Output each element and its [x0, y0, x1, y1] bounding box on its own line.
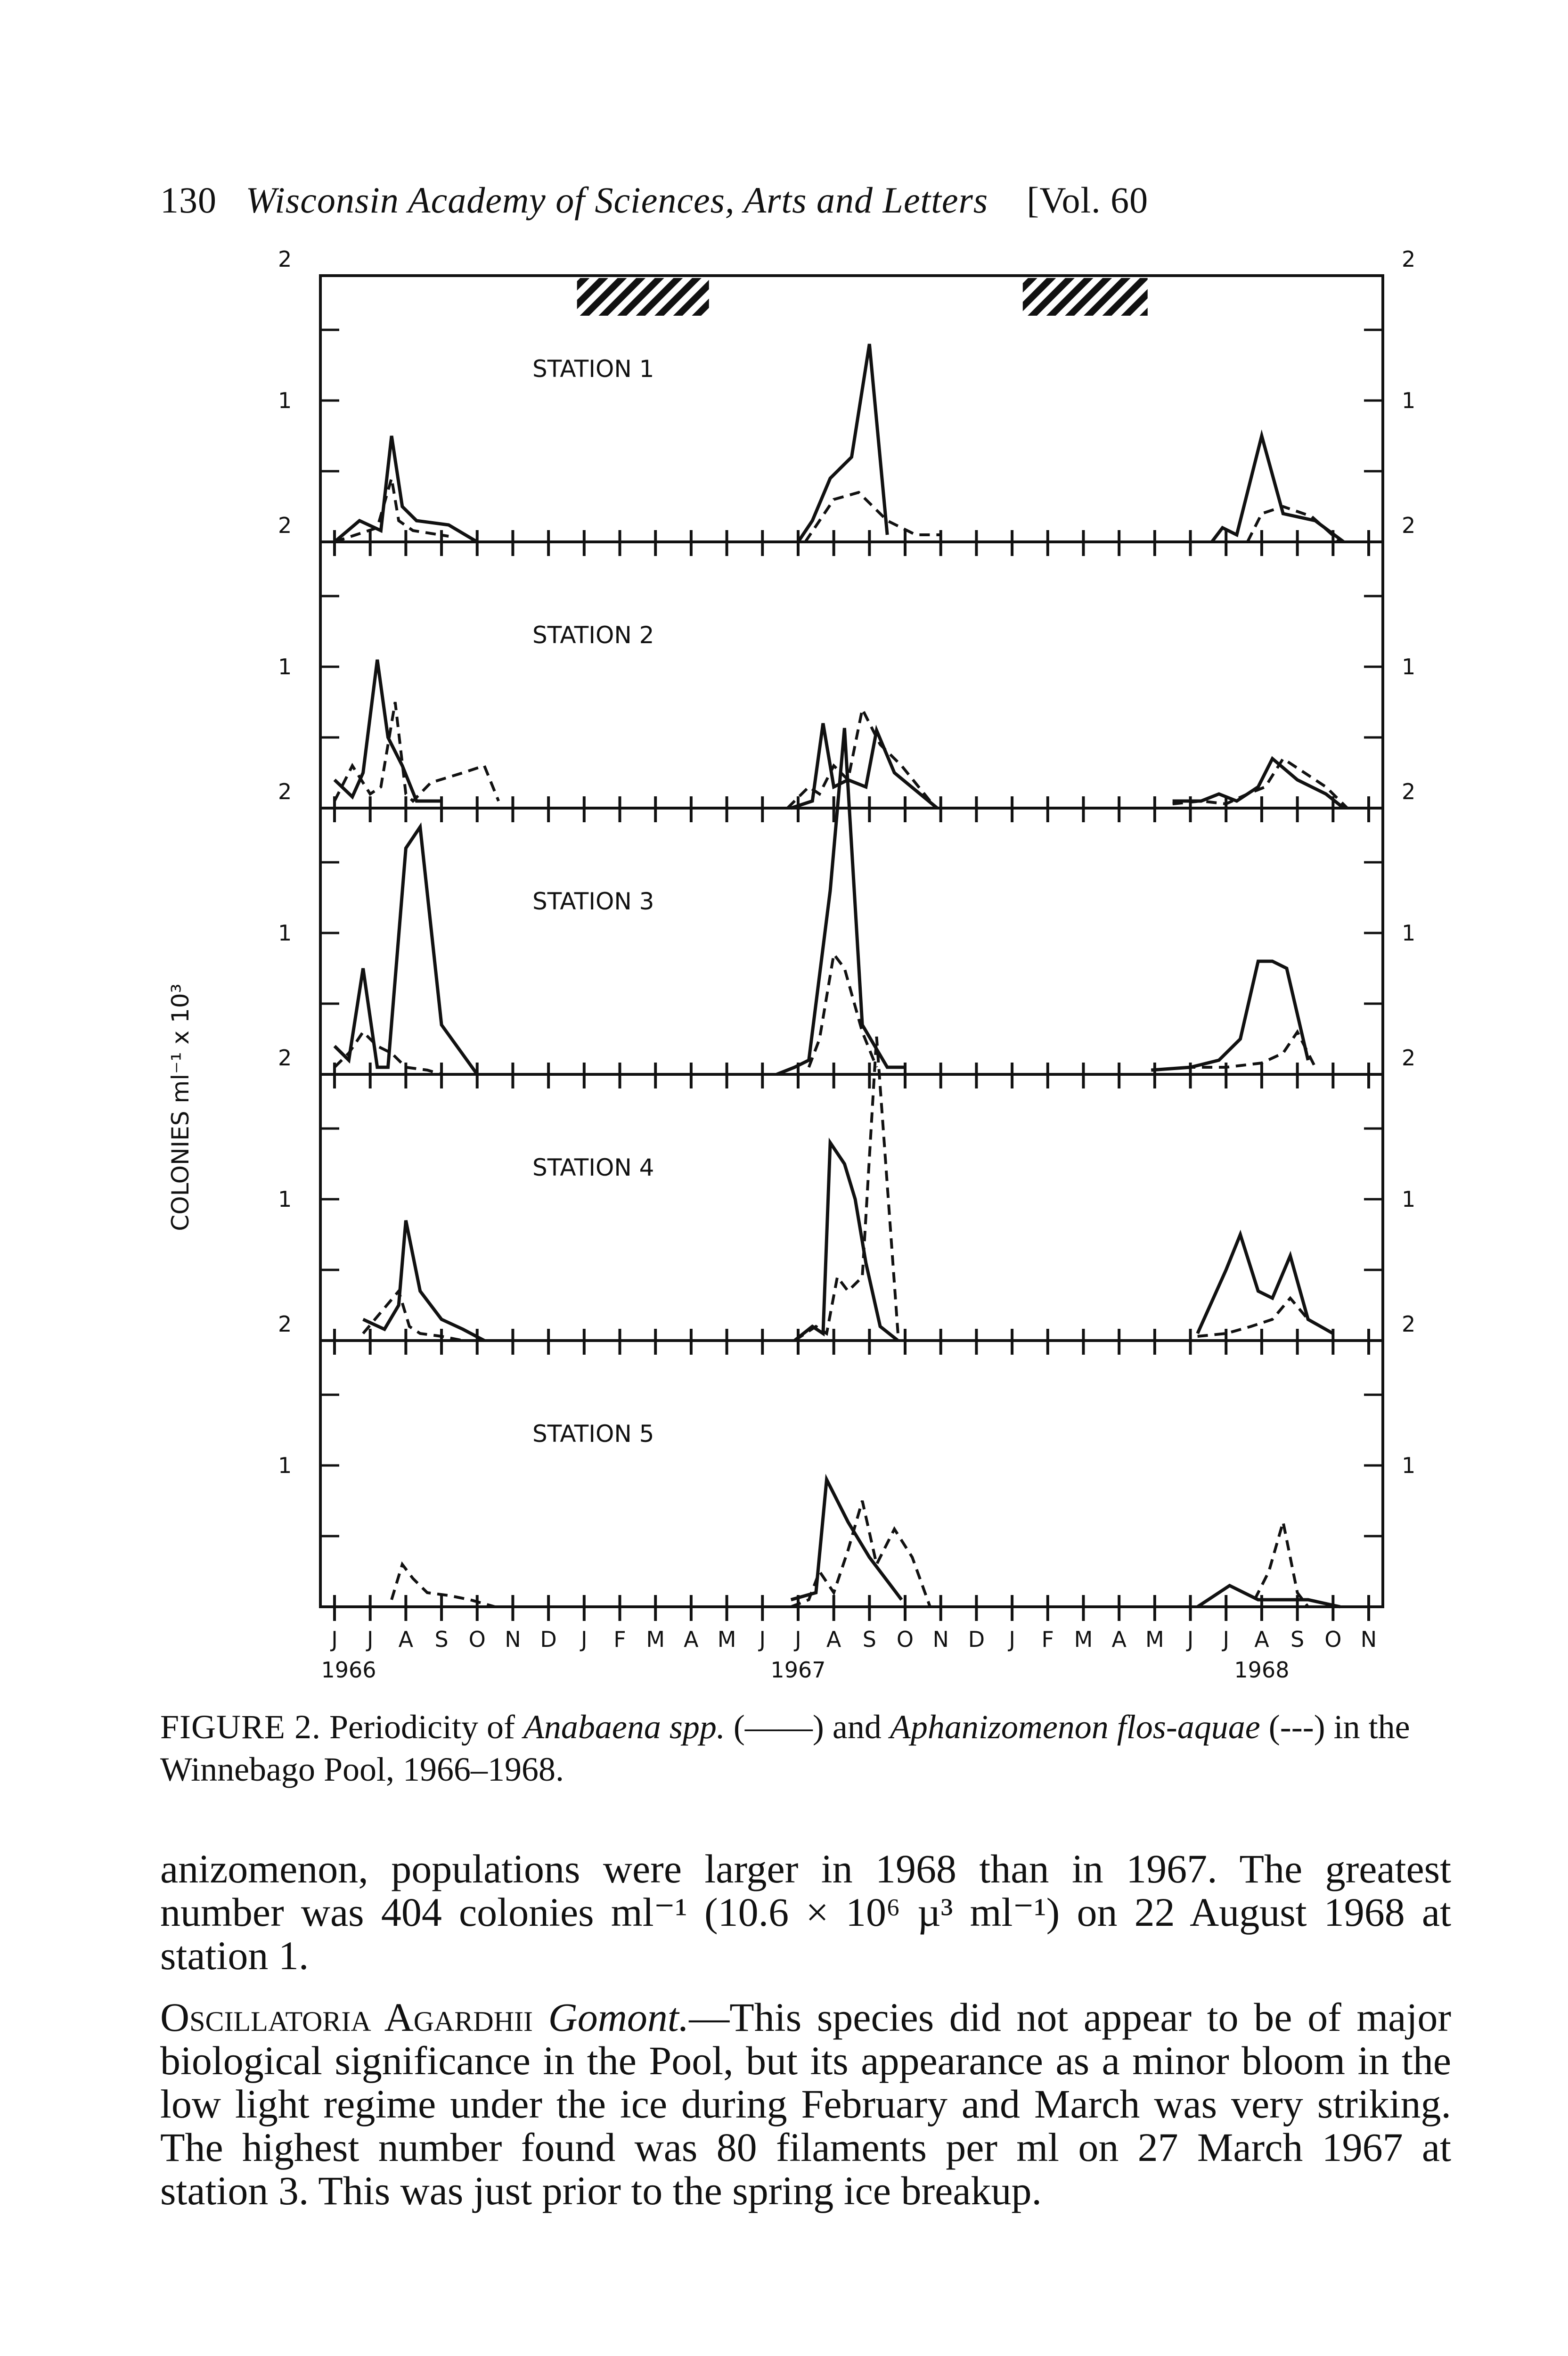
- x-tick-label: A: [1111, 1627, 1127, 1652]
- series-line-aphanizomenon: [794, 1037, 898, 1341]
- x-tick-label: O: [896, 1627, 914, 1652]
- species-heading: Oscillatoria Agardhii: [160, 1995, 533, 2040]
- species-author: Gomont.: [548, 1995, 689, 2040]
- panel-title: STATION 5: [532, 1420, 654, 1448]
- x-tick-label: A: [826, 1627, 841, 1652]
- x-tick-label: M: [1074, 1627, 1093, 1652]
- series-line-aphanizomenon: [791, 1501, 930, 1607]
- series-line-anabaena: [335, 660, 441, 801]
- y-tick-label: 1: [1402, 920, 1416, 946]
- x-tick-label: M: [646, 1627, 665, 1652]
- journal-title: Wisconsin Academy of Sciences, Arts and Letters: [245, 180, 988, 221]
- y-tick-label: 2: [278, 246, 292, 272]
- x-tick-label: O: [468, 1627, 486, 1652]
- y-tick-label: 1: [278, 920, 292, 946]
- ice-cover-bar: [577, 278, 709, 316]
- y-tick-label: 1: [1402, 1186, 1416, 1212]
- x-tick-label: D: [540, 1627, 557, 1652]
- x-tick-label: S: [862, 1627, 876, 1652]
- series-line-aphanizomenon: [787, 709, 930, 808]
- series-line-aphanizomenon: [1151, 1032, 1315, 1070]
- x-tick-label: J: [367, 1627, 374, 1652]
- y-tick-label: 2: [278, 1045, 292, 1071]
- series-line-aphanizomenon: [1255, 1522, 1308, 1607]
- x-tick-label: F: [1041, 1627, 1054, 1652]
- y-tick-label: 1: [278, 654, 292, 679]
- x-tick-label: S: [1290, 1627, 1305, 1652]
- x-tick-label: A: [398, 1627, 414, 1652]
- y-tick-label: 1: [1402, 654, 1416, 679]
- x-tick-label: N: [505, 1627, 521, 1652]
- year-label: 1966: [321, 1657, 376, 1683]
- year-label: 1967: [770, 1657, 826, 1683]
- y-tick-label: 2: [1402, 779, 1416, 804]
- y-axis-label: COLONIES ml⁻¹ x 10³: [167, 983, 194, 1231]
- y-tick-label: 2: [1402, 513, 1416, 538]
- caption-text-2: (——) and: [733, 1708, 882, 1746]
- panel-frame: [320, 1341, 1383, 1607]
- series-line-anabaena: [1151, 961, 1308, 1070]
- x-tick-label: M: [1145, 1627, 1164, 1652]
- y-tick-label: 2: [1402, 1311, 1416, 1337]
- y-tick-label: 1: [1402, 1453, 1416, 1478]
- y-tick-label: 2: [278, 1311, 292, 1337]
- x-tick-label: N: [932, 1627, 949, 1652]
- y-tick-label: 1: [1402, 388, 1416, 413]
- caption-taxon-2: Aphanizomenon flos-aquae: [890, 1708, 1260, 1746]
- series-line-aphanizomenon: [805, 492, 941, 542]
- series-line-anabaena: [335, 436, 477, 542]
- series-line-aphanizomenon: [1198, 1298, 1333, 1336]
- x-tick-label: J: [331, 1627, 338, 1652]
- y-tick-label: 1: [278, 388, 292, 413]
- panel-title: STATION 4: [532, 1154, 654, 1181]
- y-tick-label: 1: [278, 1186, 292, 1212]
- panel-frame: [320, 276, 1383, 542]
- series-line-anabaena: [335, 827, 477, 1074]
- series-line-anabaena: [794, 1143, 898, 1341]
- paragraph-2-body: —This species did not appear to be of major biological significance in the Pool, but its appearance as a minor bloom in the low light regime under the ice during February and March was very striking. The highest number found was 80 filaments per ml on 27 March 1967 at station 3. This was just prior to the spring ice breakup.: [160, 1995, 1451, 2213]
- paragraph-2: [160, 1996, 1451, 2212]
- y-tick-label: 2: [1402, 246, 1416, 272]
- caption-label: FIGURE 2.: [160, 1708, 321, 1746]
- x-tick-label: S: [434, 1627, 449, 1652]
- x-tick-label: J: [1009, 1627, 1015, 1652]
- x-tick-label: N: [1360, 1627, 1377, 1652]
- panel-title: STATION 3: [532, 888, 654, 915]
- x-tick-label: J: [759, 1627, 766, 1652]
- series-line-anabaena: [777, 728, 905, 1074]
- panel-title: STATION 2: [532, 622, 654, 649]
- x-tick-label: A: [684, 1627, 699, 1652]
- caption-text-3: (---) in the Winnebago Pool, 1966–1968.: [160, 1708, 1410, 1788]
- x-tick-label: M: [717, 1627, 736, 1652]
- x-tick-label: J: [1187, 1627, 1194, 1652]
- ice-cover-bar: [1023, 278, 1148, 316]
- caption-text-1: Periodicity of: [329, 1708, 515, 1746]
- series-line-aphanizomenon: [363, 1291, 463, 1341]
- series-line-anabaena: [791, 723, 937, 808]
- series-line-anabaena: [1212, 436, 1344, 542]
- caption-taxon-1: Anabaena spp.: [523, 1708, 725, 1746]
- x-tick-label: D: [968, 1627, 985, 1652]
- x-tick-label: J: [1223, 1627, 1230, 1652]
- panel-title: STATION 1: [532, 355, 654, 383]
- x-tick-label: O: [1324, 1627, 1342, 1652]
- series-line-anabaena: [791, 1480, 902, 1600]
- series-line-anabaena: [1198, 1235, 1333, 1333]
- series-line-anabaena: [1198, 1586, 1340, 1607]
- x-tick-label: J: [581, 1627, 588, 1652]
- y-tick-label: 2: [278, 513, 292, 538]
- y-tick-label: 2: [1402, 1045, 1416, 1071]
- series-line-aphanizomenon: [335, 478, 449, 542]
- x-tick-label: A: [1254, 1627, 1269, 1652]
- year-label: 1968: [1234, 1657, 1290, 1683]
- volume-label: [Vol. 60: [1027, 180, 1149, 221]
- series-line-anabaena: [363, 1220, 484, 1341]
- y-tick-label: 2: [278, 779, 292, 804]
- page-number: 130: [160, 180, 217, 221]
- series-line-aphanizomenon: [335, 702, 498, 801]
- panel-frame: [320, 1074, 1383, 1341]
- x-tick-label: F: [613, 1627, 626, 1652]
- y-tick-label: 1: [278, 1453, 292, 1478]
- x-tick-label: J: [795, 1627, 801, 1652]
- series-line-anabaena: [798, 344, 887, 542]
- figure-caption: [160, 1706, 1451, 1791]
- paragraph-1: anizomenon, populations were larger in 1968 than in 1967. The greatest number was 404 colonies ml⁻¹ (10.6 × 10⁶ µ³ ml⁻¹) on 22 August 1968 at station 1.: [160, 1846, 1451, 1978]
